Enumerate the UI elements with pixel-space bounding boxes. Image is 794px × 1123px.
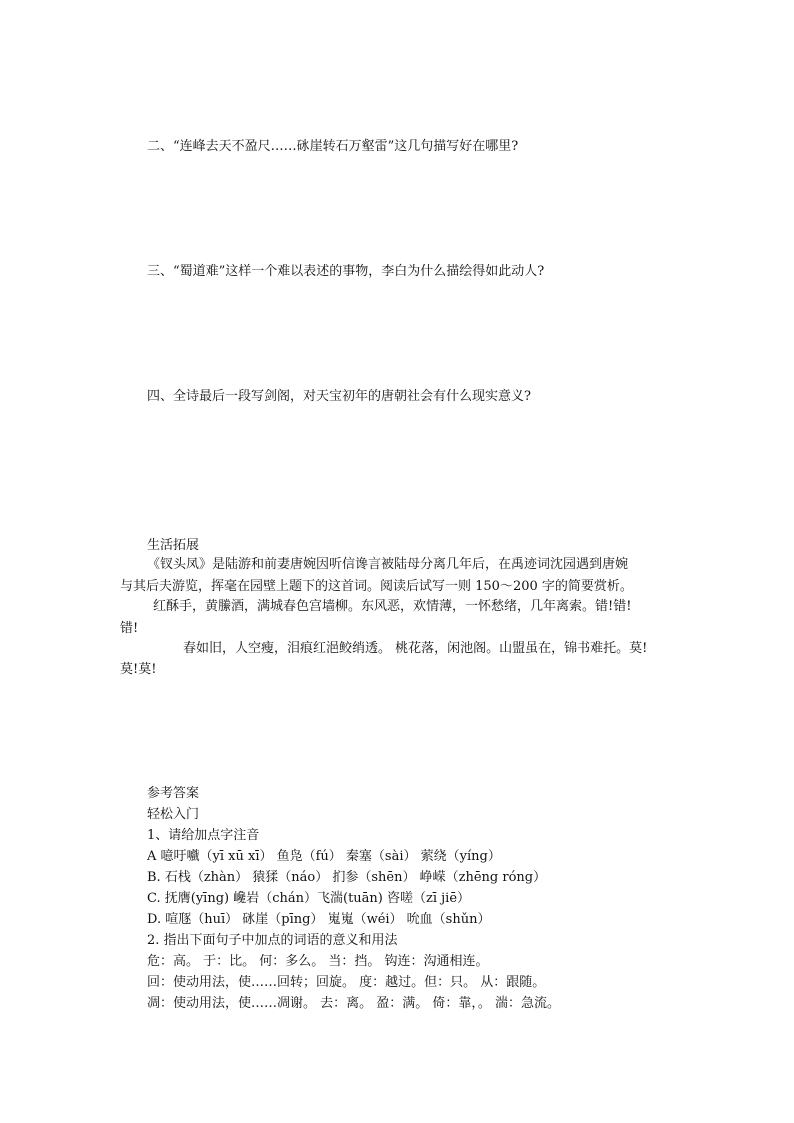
- poem-line2: 春如旧，人空瘦，泪痕红浥鲛绡透。 桃花落，闲池阁。山盟虽在，锦书难托。莫!: [183, 641, 648, 656]
- extension-intro-line2: 与其后夫游览，挥毫在园壁上题下的这首词。阅读后试写一则 150～200 字的简要赏析。: [120, 579, 633, 594]
- answer-item2-line1: 危：高。 于：比。 何：多么。 当：挡。 钩连：沟通相连。: [147, 954, 489, 969]
- answers-heading: 参考答案: [147, 786, 200, 801]
- question-4: 四、全诗最后一段写剑阁，对天宝初年的唐朝社会有什么现实意义?: [147, 389, 531, 404]
- question-2: 二、“连峰去天不盈尺……砯崖转石万壑雷”这几句描写好在哪里?: [147, 139, 519, 154]
- answer-item2-line3: 凋：使动用法，使……凋谢。 去：离。 盈：满。 倚：靠，。 湍：急流。: [147, 996, 561, 1011]
- answer-item2-title: 2. 指出下面句子中加点的词语的意义和用法: [147, 933, 398, 948]
- extension-heading: 生活拓展: [147, 538, 200, 553]
- answer-item2-line2: 回：使动用法，使……回转；回旋。 度：越过。但：只。 从：跟随。: [147, 975, 546, 990]
- question-3: 三、“蜀道难”这样一个难以表述的事物，李白为什么描绘得如此动人?: [147, 264, 545, 279]
- extension-intro-line1: 《钗头凤》是陆游和前妻唐婉因听信谗言被陆母分离几年后，在禹迹词沈园遇到唐婉: [147, 557, 629, 572]
- answer-item1-b: B. 石栈（zhàn） 猿猱（náo） 扪参（shēn） 峥嵘（zhēng róng）: [147, 870, 547, 885]
- poem-line1-wrap: 错!: [120, 621, 139, 636]
- answer-item1-title: 1、请给加点字注音: [147, 828, 260, 843]
- answer-item1-a: A 噫吁嚱（yī xū xī） 鱼凫（fú） 秦塞（sài） 萦绕（yíng）: [147, 849, 501, 864]
- poem-line2-wrap: 莫!莫!: [120, 662, 157, 677]
- answer-item1-d: D. 喧豗（huī） 砯崖（pīng） 嵬嵬（wéi） 吮血（shǔn）: [147, 912, 491, 927]
- poem-line1: 红酥手，黄縢酒，满城春色宫墙柳。东风恶，欢情薄，一怀愁绪，几年离索。错!错!: [153, 599, 632, 614]
- answer-item1-c: C. 抚膺(yīng) 巉岩（chán）飞湍(tuān) 咨嗟（zī jiē）: [147, 891, 471, 906]
- answers-subheading: 轻松入门: [147, 807, 200, 822]
